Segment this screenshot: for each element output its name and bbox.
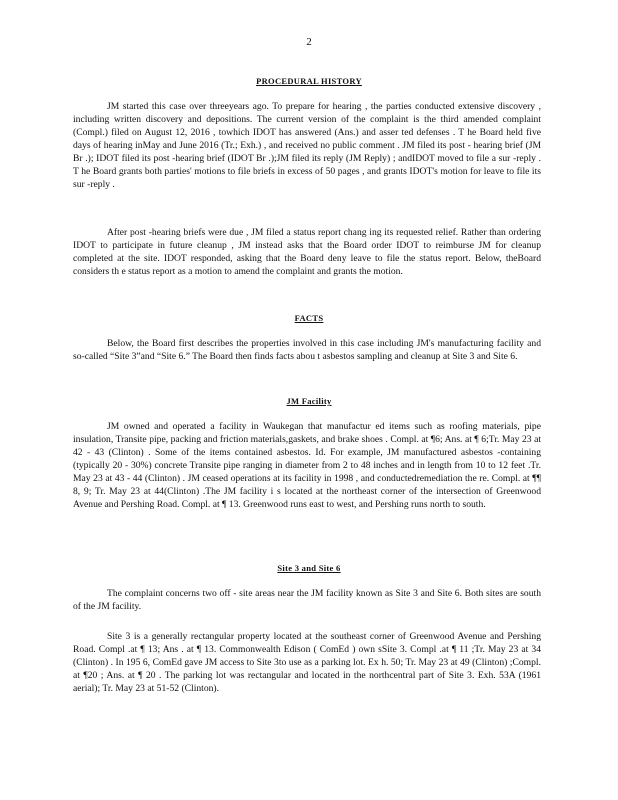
section-heading-jm-facility: JM Facility [286, 396, 332, 406]
section-heading-site-3-and-site-6: Site 3 and Site 6 [277, 563, 341, 573]
paragraph: Below, the Board first describes the properties involved in this case including JM's manufacturing facility and so-called “Site 3”and “Site 6.” The Board then finds facts abou t asbestos sampling and cleanup at Site 3 and Site 6. [73, 338, 541, 362]
paragraph: The complaint concerns two off - site areas near the JM facility known as Site 3 and Site 6. Both sites are south of the JM facility. [73, 588, 541, 612]
paragraph: Site 3 is a generally rectangular property located at the southeast corner of Greenwood Avenue and Pershing Road. Compl .at ¶ 13; Ans . at ¶ 13. Commonwealth Edison ( ComEd ) own sSite 3. Compl .at ¶ 11 ;Tr. May 23 at 34 (Clinton) . In 195 6, ComEd gave JM access to Site 3to use as a parking lot. Ex h. 50; Tr. May 23 at 49 (Clinton) ;Compl. at ¶20 ; Ans. at ¶ 20 . The parking lot was rectangular and located in the northcentral part of Site 3. Exh. 53A (1961 aerial); Tr. May 23 at 51-52 (Clinton). [73, 631, 541, 694]
section-heading-facts: FACTS [294, 313, 324, 323]
paragraph: After post -hearing briefs were due , JM filed a status report chang ing its requested relief. Rather than ordering IDOT to participate in future cleanup , JM instead asks that the Board order IDOT to reimburse JM for cleanup completed at the site. IDOT responded, asking that the Board deny leave to file the status report. Below, theBoard considers th e status report as a motion to amend the complaint and grants the motion. [73, 227, 541, 277]
page-number: 2 [306, 36, 312, 48]
paragraph: JM owned and operated a facility in Waukegan that manufactur ed items such as roofing materials, pipe insulation, Transite pipe, packing and friction materials,gaskets, and brake shoes . Compl. at ¶6; Ans. at ¶ 6;Tr. May 23 at 42 - 43 (Clinton) . Some of the items contained asbestos. Id. For example, JM manufactured asbestos -containing (typically 20 - 30%) concrete Transite pipe ranging in diameter from 2 to 48 inches and in length from 10 to 12 feet .Tr. May 23 at 43 - 44 (Clinton) . JM ceased operations at its facility in 1998 , and conductedremediation the re. Compl. at ¶¶ 8, 9; Tr. May 23 at 44(Clinton) .The JM facility i s located at the northeast corner of the intersection of Greenwood Avenue and Pershing Road. Compl. at ¶ 13. Greenwood runs east to west, and Pershing runs north to south. [73, 421, 541, 510]
paragraph: JM started this case over threeyears ago. To prepare for hearing , the parties conducted extensive discovery , including written discovery and depositions. The current version of the complaint is the third amended complaint (Compl.) filed on August 12, 2016 , towhich IDOT has answered (Ans.) and asser ted defenses . T he Board held five days of hearing inMay and June 2016 (Tr.; Exh.) , and received no public comment . JM filed its post - hearing brief (JM Br .); IDOT filed its post -hearing brief (IDOT Br .);JM filed its reply (JM Reply) ; andIDOT moved to file a sur -reply . T he Board grants both parties' motions to file briefs in excess of 50 pages , and grants IDOT's motion for leave to file its sur -reply . [73, 101, 541, 190]
section-heading-procedural-history: PROCEDURAL HISTORY [256, 76, 362, 86]
